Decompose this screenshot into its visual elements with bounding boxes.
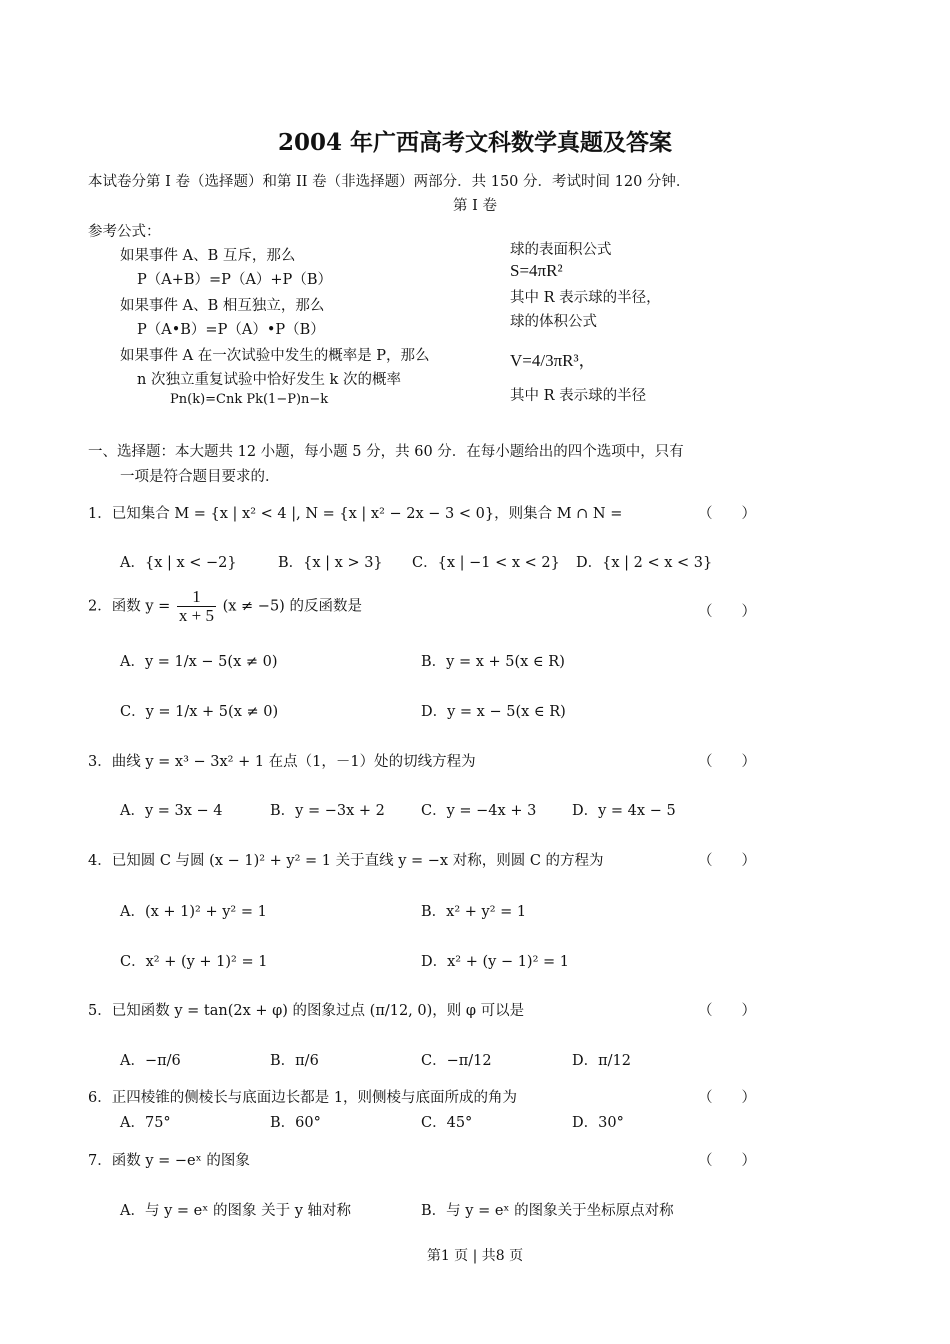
question-4-option-c: C．x² + (y + 1)² = 1 (120, 954, 268, 970)
question-2-stem-start: 2．函数 y = (88, 598, 171, 615)
question-2-answer-bracket: （ ） (698, 604, 756, 620)
question-6-stem: 6．正四棱锥的侧棱长与底面边长都是 1，则侧棱与底面所成的角为 (88, 1090, 518, 1106)
section-one-line-1: 一、选择题：本大题共 12 小题，每小题 5 分，共 60 分．在每小题给出的四个选项中，只有 (88, 444, 684, 460)
question-5-option-a: A．−π/6 (120, 1053, 181, 1069)
question-6-option-c: C．45° (421, 1115, 473, 1131)
question-2-option-b: B．y = x + 5(x ∈ R) (421, 654, 565, 670)
formula-left-4: P（A•B）=P（A）•P（B） (137, 322, 325, 338)
question-3-option-a: A．y = 3x − 4 (120, 803, 223, 819)
question-1-option-d: D．{x | 2 < x < 3} (576, 555, 713, 571)
section-one-line-2: 一项是符合题目要求的． (120, 469, 280, 485)
question-6-option-b: B．60° (270, 1115, 321, 1131)
question-6-option-a: A．75° (120, 1115, 171, 1131)
question-4-stem: 4．已知圆 C 与圆 (x − 1)² + y² = 1 关于直线 y = −x 对称，则圆 C 的方程为 (88, 853, 604, 869)
question-5-stem: 5．已知函数 y = tan(2x + φ) 的图象过点 (π/12, 0)，则 φ 可以是 (88, 1003, 525, 1019)
part-one-heading: 第 I 卷 (453, 198, 497, 214)
question-1-option-b: B．{x | x > 3} (278, 555, 383, 571)
question-7-stem: 7．函数 y = −eˣ 的图象 (88, 1153, 250, 1169)
question-2-fraction (177, 588, 216, 625)
formula-right-1: 球的表面积公式 (510, 242, 612, 258)
question-2-stem (88, 588, 362, 625)
question-6-option-d: D．30° (572, 1115, 624, 1131)
question-1-answer-bracket: （ ） (698, 506, 756, 522)
question-4-answer-bracket: （ ） (698, 853, 756, 869)
question-6-answer-bracket: （ ） (698, 1090, 756, 1106)
question-2-stem-end: (x ≠ −5) 的反函数是 (222, 598, 362, 615)
question-3-option-c: C．y = −4x + 3 (421, 803, 537, 819)
question-2-fraction-denominator: x + 5 (178, 605, 214, 625)
question-2-option-a: A．y = 1/x − 5(x ≠ 0) (120, 654, 278, 670)
question-3-answer-bracket: （ ） (698, 754, 756, 770)
formula-left-7: Pn(k)=Cnk Pk(1−P)n−k (170, 392, 329, 407)
formula-right-6: 其中 R 表示球的半径 (510, 388, 647, 404)
formula-left-1: 如果事件 A、B 互斥，那么 (120, 248, 296, 264)
question-5-option-d: D．π/12 (572, 1053, 631, 1069)
question-4-option-d: D．x² + (y − 1)² = 1 (421, 954, 569, 970)
page-title: 2004 年广西高考文科数学真题及答案 (277, 129, 673, 156)
formula-left-2: P（A+B）=P（A）+P（B） (137, 272, 332, 288)
question-3-option-d: D．y = 4x − 5 (572, 803, 676, 819)
question-1-option-c: C．{x | −1 < x < 2} (412, 555, 560, 571)
question-5-answer-bracket: （ ） (698, 1003, 756, 1019)
question-7-option-b: B．与 y = eˣ 的图象关于坐标原点对称 (421, 1203, 674, 1219)
question-4-option-a: A．(x + 1)² + y² = 1 (120, 904, 267, 920)
formula-left-3: 如果事件 A、B 相互独立，那么 (120, 298, 325, 314)
question-5-option-c: C．−π/12 (421, 1053, 492, 1069)
formula-right-2: S=4πR² (510, 261, 563, 280)
exam-intro: 本试卷分第 I 卷（选择题）和第 II 卷（非选择题）两部分．共 150 分．考试时间 120 分钟． (88, 174, 691, 190)
question-7-option-a: A．与 y = eˣ 的图象 关于 y 轴对称 (120, 1203, 351, 1219)
formula-right-5: V=4/3πR³， (510, 351, 596, 370)
question-2-option-d: D．y = x − 5(x ∈ R) (421, 704, 566, 720)
formulas-heading: 参考公式： (88, 224, 161, 240)
question-2-option-c: C．y = 1/x + 5(x ≠ 0) (120, 704, 279, 720)
question-7-answer-bracket: （ ） (698, 1153, 756, 1169)
formula-left-6: n 次独立重复试验中恰好发生 k 次的概率 (137, 372, 401, 388)
question-5-option-b: B．π/6 (270, 1053, 319, 1069)
formula-right-3: 其中 R 表示球的半径， (510, 290, 661, 306)
question-3-option-b: B．y = −3x + 2 (270, 803, 385, 819)
question-3-stem: 3．曲线 y = x³ − 3x² + 1 在点（1，－1）处的切线方程为 (88, 754, 476, 770)
question-2-fraction-numerator: 1 (177, 588, 216, 607)
question-4-option-b: B．x² + y² = 1 (421, 904, 527, 920)
question-1-stem: 1．已知集合 M = {x | x² < 4 |, N = {x | x² − 2x − 3 < 0}，则集合 M ∩ N = (88, 506, 623, 522)
question-1-option-a: A．{x | x < −2} (120, 555, 237, 571)
formula-right-4: 球的体积公式 (510, 314, 597, 330)
page-footer: 第1 页 | 共8 页 (426, 1248, 524, 1264)
formula-left-5: 如果事件 A 在一次试验中发生的概率是 P，那么 (120, 348, 430, 364)
